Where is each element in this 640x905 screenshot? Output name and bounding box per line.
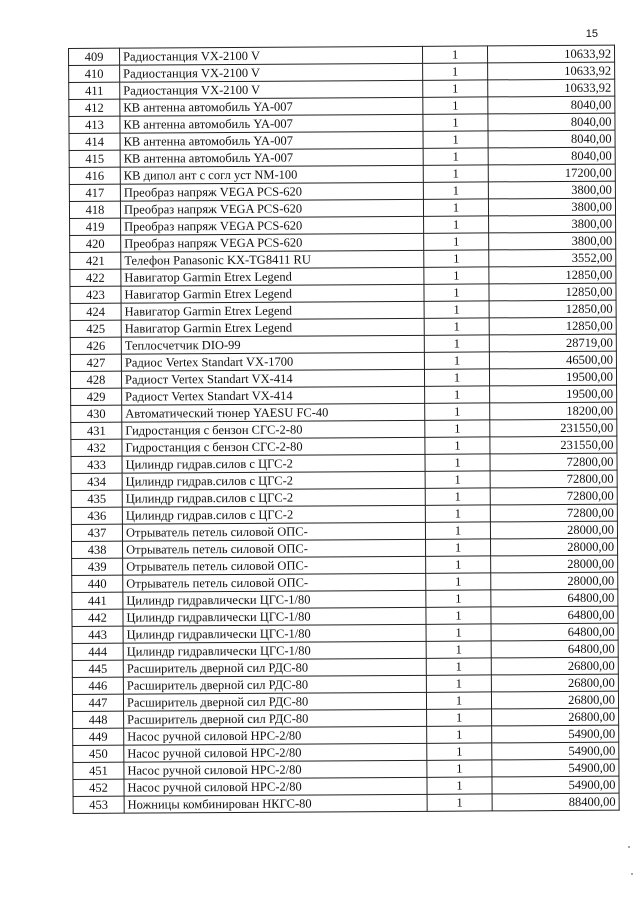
row-number-cell: 414: [69, 133, 120, 150]
row-number-cell: 449: [73, 728, 124, 745]
quantity-cell: 1: [423, 182, 488, 199]
quantity-cell: 1: [424, 267, 489, 284]
quantity-cell: 1: [422, 46, 487, 63]
quantity-cell: 1: [425, 403, 490, 420]
price-cell: 8040,00: [488, 96, 615, 114]
price-cell: 54900,00: [492, 725, 619, 743]
item-name-cell: Цилиндр гидрав.силов с ЦГС-2: [122, 454, 425, 473]
quantity-cell: 1: [424, 301, 489, 318]
price-cell: 3800,00: [489, 215, 616, 233]
price-cell: 10633,92: [487, 45, 614, 63]
price-cell: 8040,00: [488, 130, 615, 148]
page-number: 15: [585, 28, 598, 40]
item-name-cell: Преобраз напряж VEGA PCS-620: [120, 182, 423, 201]
quantity-cell: 1: [423, 148, 488, 165]
quantity-cell: 1: [427, 794, 492, 811]
quantity-cell: 1: [426, 590, 491, 607]
item-name-cell: Отрыватель петель силовой ОПС-: [122, 522, 425, 541]
row-number-cell: 421: [70, 252, 121, 269]
item-name-cell: Радиост Vertex Standart VX-414: [121, 369, 424, 388]
price-cell: 28000,00: [491, 555, 618, 573]
item-name-cell: Цилиндр гидрав.силов с ЦГС-2: [122, 488, 425, 507]
item-name-cell: Гидростанция с бензон СГС-2-80: [122, 437, 425, 456]
price-cell: 10633,92: [488, 62, 615, 80]
inventory-table: [68, 45, 620, 814]
price-cell: 231550,00: [490, 419, 617, 437]
price-cell: 231550,00: [490, 436, 617, 454]
price-cell: 64800,00: [491, 606, 618, 624]
quantity-cell: 1: [424, 318, 489, 335]
row-number-cell: 440: [72, 575, 123, 592]
row-number-cell: 446: [72, 677, 123, 694]
item-name-cell: Радиостанция VX-2100 V: [120, 63, 423, 82]
quantity-cell: 1: [425, 437, 490, 454]
row-number-cell: 426: [70, 337, 121, 354]
quantity-cell: 1: [423, 165, 488, 182]
price-cell: 10633,92: [488, 79, 615, 97]
price-cell: 3552,00: [489, 249, 616, 267]
item-name-cell: Расширитель дверной сил РДС-80: [123, 675, 426, 694]
price-cell: 18200,00: [490, 402, 617, 420]
quantity-cell: 1: [425, 522, 490, 539]
row-number-cell: 438: [72, 541, 123, 558]
item-name-cell: Цилиндр гидравлически ЦГС-1/80: [123, 641, 426, 660]
price-cell: 12850,00: [489, 266, 616, 284]
price-cell: 88400,00: [492, 793, 619, 811]
price-cell: 3800,00: [488, 198, 615, 216]
price-cell: 26800,00: [492, 708, 619, 726]
row-number-cell: 437: [71, 524, 122, 541]
item-name-cell: КВ антенна автомобиль YA-007: [120, 97, 423, 116]
quantity-cell: 1: [423, 80, 488, 97]
item-name-cell: Радиостанция VX-2100 V: [120, 46, 423, 65]
quantity-cell: 1: [423, 114, 488, 131]
price-cell: 12850,00: [489, 300, 616, 318]
quantity-cell: 1: [426, 675, 491, 692]
price-cell: 54900,00: [492, 742, 619, 760]
item-name-cell: Навигатор Garmin Etrex Legend: [121, 267, 424, 286]
inventory-table-body: [69, 45, 620, 813]
item-name-cell: Навигатор Garmin Etrex Legend: [121, 284, 424, 303]
price-cell: 3800,00: [489, 232, 616, 250]
item-name-cell: Гидростанция с бензон СГС-2-80: [122, 420, 425, 439]
quantity-cell: 1: [423, 63, 488, 80]
item-name-cell: Расширитель дверной сил РДС-80: [124, 709, 427, 728]
item-name-cell: Насос ручной силовой НРС-2/80: [124, 760, 427, 779]
quantity-cell: 1: [426, 607, 491, 624]
quantity-cell: 1: [424, 352, 489, 369]
price-cell: 72800,00: [490, 487, 617, 505]
item-name-cell: Ножницы комбинирован НКГС-80: [124, 794, 427, 813]
quantity-cell: 1: [424, 233, 489, 250]
item-name-cell: Расширитель дверной сил РДС-80: [123, 658, 426, 677]
row-number-cell: 412: [69, 99, 120, 116]
row-number-cell: 453: [73, 796, 124, 813]
quantity-cell: 1: [425, 505, 490, 522]
row-number-cell: 434: [71, 473, 122, 490]
quantity-cell: 1: [423, 131, 488, 148]
row-number-cell: 424: [70, 303, 121, 320]
row-number-cell: 427: [70, 354, 121, 371]
price-cell: 26800,00: [491, 691, 618, 709]
row-number-cell: 413: [69, 116, 120, 133]
row-number-cell: 425: [70, 320, 121, 337]
price-cell: 28000,00: [491, 538, 618, 556]
price-cell: 19500,00: [490, 385, 617, 403]
row-number-cell: 411: [69, 82, 120, 99]
item-name-cell: Цилиндр гидрав.силов с ЦГС-2: [122, 471, 425, 490]
item-name-cell: Теплосчетчик DIO-99: [121, 335, 424, 354]
quantity-cell: 1: [427, 743, 492, 760]
price-cell: 46500,00: [489, 351, 616, 369]
quantity-cell: 1: [427, 726, 492, 743]
row-number-cell: 451: [73, 762, 124, 779]
quantity-cell: 1: [424, 250, 489, 267]
item-name-cell: Насос ручной силовой НРС-2/80: [124, 726, 427, 745]
row-number-cell: 452: [73, 779, 124, 796]
item-name-cell: КВ антенна автомобиль YA-007: [120, 114, 423, 133]
quantity-cell: 1: [425, 454, 490, 471]
row-number-cell: 416: [69, 167, 120, 184]
item-name-cell: КВ дипол ант с согл уст NM-100: [120, 165, 423, 184]
row-number-cell: 417: [69, 184, 120, 201]
price-cell: 72800,00: [490, 453, 617, 471]
quantity-cell: 1: [424, 216, 489, 233]
price-cell: 28000,00: [491, 572, 618, 590]
quantity-cell: 1: [427, 760, 492, 777]
price-cell: 17200,00: [488, 164, 615, 182]
row-number-cell: 442: [72, 609, 123, 626]
row-number-cell: 419: [70, 218, 121, 235]
quantity-cell: 1: [426, 573, 491, 590]
item-name-cell: КВ антенна автомобиль YA-007: [120, 131, 423, 150]
row-number-cell: 450: [73, 745, 124, 762]
quantity-cell: 1: [424, 284, 489, 301]
row-number-cell: 447: [72, 694, 123, 711]
scan-speck: [628, 846, 630, 848]
item-name-cell: Преобраз напряж VEGA PCS-620: [120, 199, 423, 218]
item-name-cell: Автоматический тюнер YAESU FC-40: [122, 403, 425, 422]
row-number-cell: 418: [69, 201, 120, 218]
row-number-cell: 433: [71, 456, 122, 473]
price-cell: 8040,00: [488, 113, 615, 131]
quantity-cell: 1: [424, 369, 489, 386]
row-number-cell: 420: [70, 235, 121, 252]
quantity-cell: 1: [425, 420, 490, 437]
row-number-cell: 439: [72, 558, 123, 575]
row-number-cell: 436: [71, 507, 122, 524]
price-cell: 26800,00: [491, 674, 618, 692]
row-number-cell: 429: [71, 388, 122, 405]
price-cell: 19500,00: [489, 368, 616, 386]
row-number-cell: 445: [72, 660, 123, 677]
price-cell: 64800,00: [491, 623, 618, 641]
row-number-cell: 448: [73, 711, 124, 728]
quantity-cell: 1: [427, 777, 492, 794]
price-cell: 72800,00: [490, 504, 617, 522]
row-number-cell: 422: [70, 269, 121, 286]
row-number-cell: 443: [72, 626, 123, 643]
quantity-cell: 1: [425, 488, 490, 505]
quantity-cell: 1: [426, 641, 491, 658]
item-name-cell: Цилиндр гидравлически ЦГС-1/80: [123, 590, 426, 609]
row-number-cell: 435: [71, 490, 122, 507]
item-name-cell: Отрыватель петель силовой ОПС-: [123, 556, 426, 575]
item-name-cell: Расширитель дверной сил РДС-80: [123, 692, 426, 711]
price-cell: 54900,00: [492, 759, 619, 777]
quantity-cell: 1: [423, 97, 488, 114]
price-cell: 3800,00: [488, 181, 615, 199]
item-name-cell: Цилиндр гидравлически ЦГС-1/80: [123, 624, 426, 643]
quantity-cell: 1: [426, 539, 491, 556]
quantity-cell: 1: [425, 471, 490, 488]
price-cell: 8040,00: [488, 147, 615, 165]
item-name-cell: Цилиндр гидравлически ЦГС-1/80: [123, 607, 426, 626]
item-name-cell: Навигатор Garmin Etrex Legend: [121, 301, 424, 320]
price-cell: 28719,00: [489, 334, 616, 352]
price-cell: 72800,00: [490, 470, 617, 488]
item-name-cell: Насос ручной силовой НРС-2/80: [124, 743, 427, 762]
price-cell: 64800,00: [491, 640, 618, 658]
price-cell: 12850,00: [489, 317, 616, 335]
scan-speck: [631, 873, 633, 875]
quantity-cell: 1: [426, 556, 491, 573]
item-name-cell: Радиос Vertex Standart VX-1700: [121, 352, 424, 371]
row-number-cell: 432: [71, 439, 122, 456]
item-name-cell: Отрыватель петель силовой ОПС-: [123, 573, 426, 592]
quantity-cell: 1: [425, 386, 490, 403]
price-cell: 26800,00: [491, 657, 618, 675]
table-row: [73, 793, 619, 813]
row-number-cell: 431: [71, 422, 122, 439]
item-name-cell: Преобраз напряж VEGA PCS-620: [121, 233, 424, 252]
row-number-cell: 428: [70, 371, 121, 388]
row-number-cell: 423: [70, 286, 121, 303]
price-cell: 28000,00: [490, 521, 617, 539]
row-number-cell: 444: [72, 643, 123, 660]
quantity-cell: 1: [426, 658, 491, 675]
row-number-cell: 441: [72, 592, 123, 609]
item-name-cell: Телефон Panasonic KX-TG8411 RU: [121, 250, 424, 269]
item-name-cell: Преобраз напряж VEGA PCS-620: [121, 216, 424, 235]
row-number-cell: 409: [69, 48, 120, 65]
quantity-cell: 1: [424, 335, 489, 352]
price-cell: 12850,00: [489, 283, 616, 301]
row-number-cell: 415: [69, 150, 120, 167]
quantity-cell: 1: [423, 199, 488, 216]
quantity-cell: 1: [426, 624, 491, 641]
item-name-cell: Отрыватель петель силовой ОПС-: [123, 539, 426, 558]
quantity-cell: 1: [426, 692, 491, 709]
row-number-cell: 430: [71, 405, 122, 422]
quantity-cell: 1: [427, 709, 492, 726]
price-cell: 54900,00: [492, 776, 619, 794]
item-name-cell: Навигатор Garmin Etrex Legend: [121, 318, 424, 337]
row-number-cell: 410: [69, 65, 120, 82]
item-name-cell: Цилиндр гидрав.силов с ЦГС-2: [122, 505, 425, 524]
item-name-cell: Радиостанция VX-2100 V: [120, 80, 423, 99]
item-name-cell: Радиост Vertex Standart VX-414: [122, 386, 425, 405]
item-name-cell: КВ антенна автомобиль YA-007: [120, 148, 423, 167]
item-name-cell: Насос ручной силовой НРС-2/80: [124, 777, 427, 796]
price-cell: 64800,00: [491, 589, 618, 607]
